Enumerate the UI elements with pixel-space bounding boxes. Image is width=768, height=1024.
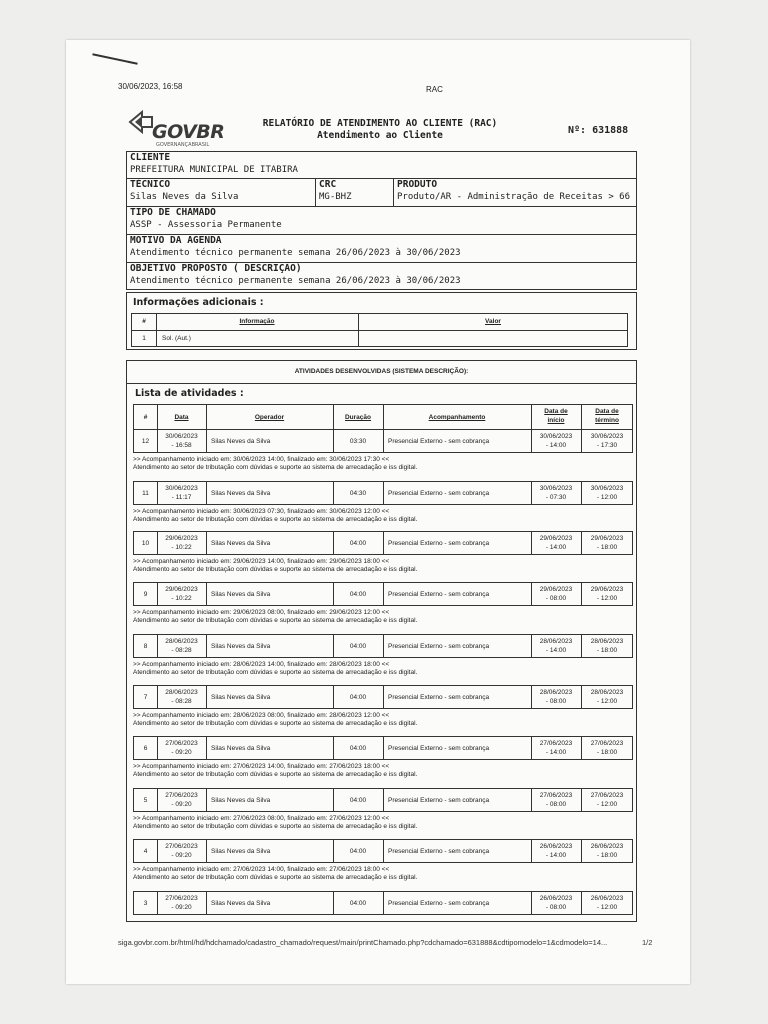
- activity-note: [133, 712, 633, 728]
- activity-duracao: 04:00: [349, 694, 367, 701]
- atividades-list-title: Lista de atividades :: [135, 388, 244, 399]
- activity-ini-line-1: 26/06/2023: [539, 895, 573, 902]
- col-data: Data: [174, 414, 189, 421]
- activity-num: 7: [143, 694, 148, 701]
- activity-data-line-1: 28/06/2023: [165, 638, 198, 645]
- activity-note: [133, 609, 633, 625]
- activity-note-2: Atendimento ao setor de tributação com dúvidas e suporte ao sistema de arrecadação e iss digital.: [133, 771, 418, 778]
- activity-ini-line-2: - 14:00: [545, 544, 567, 551]
- activity-acomp: Presencial Externo - sem cobrança: [388, 900, 490, 907]
- activity-ini-line-1: 30/06/2023: [539, 485, 573, 492]
- activity-row: [133, 429, 633, 453]
- cliente-box: [126, 151, 637, 179]
- activity-data-line-1: 29/06/2023: [165, 586, 198, 593]
- activity-ini-line-1: 27/06/2023: [539, 792, 573, 799]
- activity-note-1: >> Acompanhamento iniciado em: 27/06/2023 14:00, finalizado em: 27/06/2023 18:00 <<: [133, 866, 390, 873]
- activity-fim-line-1: 27/06/2023: [590, 792, 624, 799]
- activity-acomp: Presencial Externo - sem cobrança: [388, 540, 490, 547]
- activity-note: [133, 866, 633, 882]
- activity-operador: Silas Neves da Silva: [211, 797, 271, 804]
- activity-num: 10: [141, 540, 150, 547]
- activity-data-line-2: - 11:17: [171, 494, 192, 501]
- activity-data-line-2: - 08:28: [171, 647, 192, 654]
- col-inicio-1: Data de: [544, 408, 568, 415]
- activity-duracao: 04:30: [349, 490, 367, 497]
- activity-ini-line-2: - 08:00: [545, 698, 567, 705]
- tipo-chamado-value: ASSP - Assessoria Permanente: [130, 220, 282, 230]
- activity-fim-line-1: 29/06/2023: [590, 535, 624, 542]
- activity-note-2: Atendimento ao setor de tributação com dúvidas e suporte ao sistema de arrecadação e iss digital.: [133, 617, 418, 624]
- activity-num: 9: [143, 591, 148, 598]
- activity-data-line-1: 30/06/2023: [165, 433, 198, 440]
- report-subtitle: Atendimento ao Cliente: [317, 130, 443, 141]
- activity-fim-line-2: - 18:00: [596, 749, 618, 756]
- activity-acomp: Presencial Externo - sem cobrança: [388, 797, 490, 804]
- activity-num: 12: [141, 438, 150, 445]
- activity-duracao: 03:30: [349, 438, 367, 445]
- activity-num: 4: [143, 848, 148, 855]
- activity-fim-line-1: 28/06/2023: [590, 689, 624, 696]
- info-col-num: #: [142, 318, 146, 325]
- tecnico-field: [127, 179, 238, 203]
- activity-fim-line-2: - 18:00: [596, 544, 618, 551]
- col-termino-2: término: [595, 417, 619, 424]
- activity-note: [133, 508, 633, 524]
- activity-ini-line-2: - 14:00: [545, 647, 567, 654]
- activity-ini-line-2: - 14:00: [545, 852, 567, 859]
- activity-operador: Silas Neves da Silva: [211, 438, 271, 445]
- tipo-chamado-label: TIPO DE CHAMADO: [130, 207, 216, 218]
- activity-ini-line-2: - 14:00: [545, 749, 567, 756]
- activity-note-2: Atendimento ao setor de tributação com dúvidas e suporte ao sistema de arrecadação e iss digital.: [133, 516, 418, 523]
- col-acompanhamento: Acompanhamento: [428, 414, 486, 421]
- report-title: RELATÓRIO DE ATENDIMENTO AO CLIENTE (RAC): [262, 118, 498, 129]
- activity-ini-line-1: 30/06/2023: [539, 433, 573, 440]
- info-col-informacao: Informação: [239, 318, 275, 325]
- print-datetime: 30/06/2023, 16:58: [118, 82, 183, 91]
- activity-ini-line-1: 26/06/2023: [539, 843, 573, 850]
- activity-ini-line-2: - 08:00: [545, 904, 567, 911]
- activity-note: [133, 763, 633, 779]
- cliente-value: PREFEITURA MUNICIPAL DE ITABIRA: [130, 165, 298, 175]
- objetivo-label: OBJETIVO PROPOSTO ( DESCRIÇÃO): [130, 263, 302, 274]
- activity-fim-line-1: 30/06/2023: [590, 433, 624, 440]
- activity-row: [133, 634, 633, 658]
- activity-row: [133, 891, 633, 915]
- objetivo-value: Atendimento técnico permanente semana 26/06/2023 à 30/06/2023: [130, 276, 461, 286]
- activity-note-2: Atendimento ao setor de tributação com dúvidas e suporte ao sistema de arrecadação e iss digital.: [133, 823, 418, 830]
- activity-note: [133, 558, 633, 574]
- col-num: #: [143, 414, 148, 421]
- logo-brand: GOVBR: [152, 121, 225, 143]
- activity-fim-line-2: - 12:00: [596, 698, 618, 705]
- activity-fim-line-2: - 12:00: [596, 801, 618, 808]
- activity-note-1: >> Acompanhamento iniciado em: 27/06/2023 14:00, finalizado em: 27/06/2023 18:00 <<: [133, 763, 390, 770]
- activity-acomp: Presencial Externo - sem cobrança: [388, 438, 490, 445]
- tecnico-value: Silas Neves da Silva: [130, 192, 239, 202]
- crc-field: [316, 179, 352, 203]
- col-inicio-2: início: [547, 417, 565, 424]
- activity-acomp: Presencial Externo - sem cobrança: [388, 848, 490, 855]
- activity-data-line-2: - 10:22: [171, 544, 192, 551]
- activity-acomp: Presencial Externo - sem cobrança: [388, 591, 490, 598]
- activity-num: 3: [143, 900, 148, 907]
- produto-label: PRODUTO: [397, 179, 438, 190]
- activity-duracao: 04:00: [349, 591, 367, 598]
- activity-fim-line-1: 29/06/2023: [590, 586, 624, 593]
- activity-fim-line-1: 28/06/2023: [590, 638, 624, 645]
- info-col-valor: Valor: [485, 318, 501, 325]
- produto-value: Produto/AR - Administração de Receitas > 66: [397, 192, 630, 202]
- page-number: 1/2: [642, 938, 653, 947]
- activity-duracao: 04:00: [349, 900, 367, 907]
- activity-fim-line-2: - 12:00: [596, 904, 618, 911]
- info-title: Informações adicionais :: [133, 297, 264, 308]
- activity-ini-line-1: 29/06/2023: [539, 586, 573, 593]
- activity-data-line-2: - 16:58: [171, 442, 192, 449]
- activity-data-line-2: - 09:20: [171, 801, 192, 808]
- activity-operador: Silas Neves da Silva: [211, 591, 271, 598]
- activity-data-line-1: 27/06/2023: [165, 843, 198, 850]
- activity-note-1: >> Acompanhamento iniciado em: 30/06/2023 14:00, finalizado em: 30/06/2023 17:30 <<: [133, 456, 390, 463]
- crc-value: MG-BHZ: [319, 192, 352, 202]
- activity-fim-line-1: 26/06/2023: [590, 895, 624, 902]
- cliente-label: CLIENTE: [130, 152, 171, 163]
- activity-row: [133, 788, 633, 812]
- activity-operador: Silas Neves da Silva: [211, 490, 271, 497]
- govbr-logo: [126, 108, 226, 150]
- activity-operador: Silas Neves da Silva: [211, 694, 271, 701]
- activity-data-line-1: 29/06/2023: [165, 535, 198, 542]
- activity-operador: Silas Neves da Silva: [211, 745, 271, 752]
- activity-row: [133, 839, 633, 863]
- activity-acomp: Presencial Externo - sem cobrança: [388, 745, 490, 752]
- activity-ini-line-1: 28/06/2023: [539, 638, 573, 645]
- atividades-section-title: ATIVIDADES DESENVOLVIDAS (SISTEMA DESCRIÇÃO):: [294, 368, 469, 375]
- activity-note: [133, 456, 633, 472]
- tecnico-crc-produto-box: [126, 178, 637, 207]
- activity-ini-line-2: - 14:00: [545, 442, 567, 449]
- activity-num: 5: [143, 797, 148, 804]
- print-doc-title: RAC: [426, 85, 443, 94]
- activity-ini-line-1: 29/06/2023: [539, 535, 573, 542]
- activity-fim-line-1: 26/06/2023: [590, 843, 624, 850]
- activity-duracao: 04:00: [349, 540, 367, 547]
- activity-num: 11: [142, 490, 149, 497]
- activity-note-1: >> Acompanhamento iniciado em: 30/06/2023 07:30, finalizado em: 30/06/2023 12:00 <<: [133, 508, 390, 515]
- info-table: [131, 313, 628, 347]
- activity-duracao: 04:00: [349, 797, 367, 804]
- activity-fim-line-2: - 18:00: [596, 852, 618, 859]
- activity-acomp: Presencial Externo - sem cobrança: [388, 694, 490, 701]
- motivo-value: Atendimento técnico permanente semana 26/06/2023 à 30/06/2023: [130, 248, 461, 258]
- activity-fim-line-1: 27/06/2023: [590, 740, 624, 747]
- activity-data-line-1: 27/06/2023: [165, 895, 198, 902]
- activity-ini-line-2: - 07:30: [545, 494, 567, 501]
- activity-num: 8: [143, 643, 148, 650]
- activity-data-line-2: - 08:28: [171, 698, 192, 705]
- activity-note-1: >> Acompanhamento iniciado em: 28/06/2023 08:00, finalizado em: 28/06/2023 12:00 <<: [133, 712, 390, 719]
- info-adicionais-box: [126, 292, 637, 350]
- activity-note-2: Atendimento ao setor de tributação com dúvidas e suporte ao sistema de arrecadação e iss digital.: [133, 464, 418, 471]
- motivo-label: MOTIVO DA AGENDA: [130, 235, 222, 246]
- col-termino-1: Data de: [595, 408, 619, 415]
- motivo-box: [126, 234, 637, 263]
- activity-ini-line-1: 28/06/2023: [539, 689, 573, 696]
- activity-note-1: >> Acompanhamento iniciado em: 29/06/2023 08:00, finalizado em: 29/06/2023 12:00 <<: [133, 609, 390, 616]
- atividades-header-row: [133, 404, 633, 430]
- activity-fim-line-2: - 12:00: [596, 595, 618, 602]
- activity-operador: Silas Neves da Silva: [211, 643, 271, 650]
- activity-note-1: >> Acompanhamento iniciado em: 29/06/2023 14:00, finalizado em: 29/06/2023 18:00 <<: [133, 558, 390, 565]
- tipo-chamado-box: [126, 206, 637, 235]
- activity-data-line-1: 27/06/2023: [165, 792, 198, 799]
- activity-row: [133, 531, 633, 555]
- footer-url: siga.govbr.com.br/html/hd/hdchamado/cadastro_chamado/request/main/printChamado.php?cdchamado=631888&cdtipomodelo=1&cdmodelo=14...: [118, 938, 608, 947]
- activity-data-line-2: - 09:20: [171, 749, 192, 756]
- produto-field: [394, 179, 630, 203]
- activity-data-line-1: 28/06/2023: [165, 689, 198, 696]
- crc-label: CRC: [319, 179, 337, 190]
- activity-row: [133, 736, 633, 760]
- govbr-arrow-icon: [128, 110, 154, 134]
- activity-note-2: Atendimento ao setor de tributação com dúvidas e suporte ao sistema de arrecadação e iss digital.: [133, 874, 418, 881]
- activity-fim-line-2: - 12:00: [596, 494, 618, 501]
- activity-ini-line-2: - 08:00: [545, 595, 567, 602]
- activity-note-2: Atendimento ao setor de tributação com dúvidas e suporte ao sistema de arrecadação e iss digital.: [133, 720, 418, 727]
- activity-note: [133, 815, 633, 831]
- activity-operador: Silas Neves da Silva: [211, 540, 271, 547]
- activity-row: [133, 685, 633, 709]
- activity-row: [133, 582, 633, 606]
- tecnico-label: TÉCNICO: [130, 179, 171, 190]
- activity-duracao: 04:00: [349, 848, 367, 855]
- activity-data-line-2: - 09:20: [171, 852, 192, 859]
- report-number: Nº: 631888: [568, 125, 629, 136]
- activity-note-1: >> Acompanhamento iniciado em: 27/06/2023 08:00, finalizado em: 27/06/2023 12:00 <<: [133, 815, 390, 822]
- activity-operador: Silas Neves da Silva: [211, 900, 271, 907]
- objetivo-box: [126, 262, 637, 290]
- activity-ini-line-2: - 08:00: [545, 801, 567, 808]
- col-duracao: Duração: [344, 414, 371, 421]
- activity-duracao: 04:00: [349, 643, 367, 650]
- activity-ini-line-1: 27/06/2023: [539, 740, 573, 747]
- logo-tagline: GOVERNANÇABRASIL: [156, 142, 210, 148]
- activity-duracao: 04:00: [349, 745, 367, 752]
- activity-fim-line-2: - 18:00: [596, 647, 618, 654]
- activity-data-line-1: 30/06/2023: [165, 485, 198, 492]
- activity-note: [133, 661, 633, 677]
- activity-note-2: Atendimento ao setor de tributação com dúvidas e suporte ao sistema de arrecadação e iss digital.: [133, 669, 418, 676]
- info-row-informacao: Sol. (Aut.): [162, 335, 191, 342]
- activity-note-2: Atendimento ao setor de tributação com dúvidas e suporte ao sistema de arrecadação e iss digital.: [133, 566, 418, 573]
- activity-note-1: >> Acompanhamento iniciado em: 28/06/2023 14:00, finalizado em: 28/06/2023 18:00 <<: [133, 661, 390, 668]
- activity-operador: Silas Neves da Silva: [211, 848, 271, 855]
- activity-row: [133, 481, 633, 505]
- activity-data-line-2: - 09:20: [171, 904, 192, 911]
- activity-data-line-1: 27/06/2023: [165, 740, 198, 747]
- activity-acomp: Presencial Externo - sem cobrança: [388, 643, 490, 650]
- activity-acomp: Presencial Externo - sem cobrança: [388, 490, 490, 497]
- activity-fim-line-2: - 17:30: [596, 442, 618, 449]
- activity-fim-line-1: 30/06/2023: [590, 485, 624, 492]
- col-operador: Operador: [254, 414, 285, 421]
- info-row-num: 1: [142, 335, 146, 342]
- activity-num: 6: [143, 745, 148, 752]
- activity-data-line-2: - 10:22: [171, 595, 192, 602]
